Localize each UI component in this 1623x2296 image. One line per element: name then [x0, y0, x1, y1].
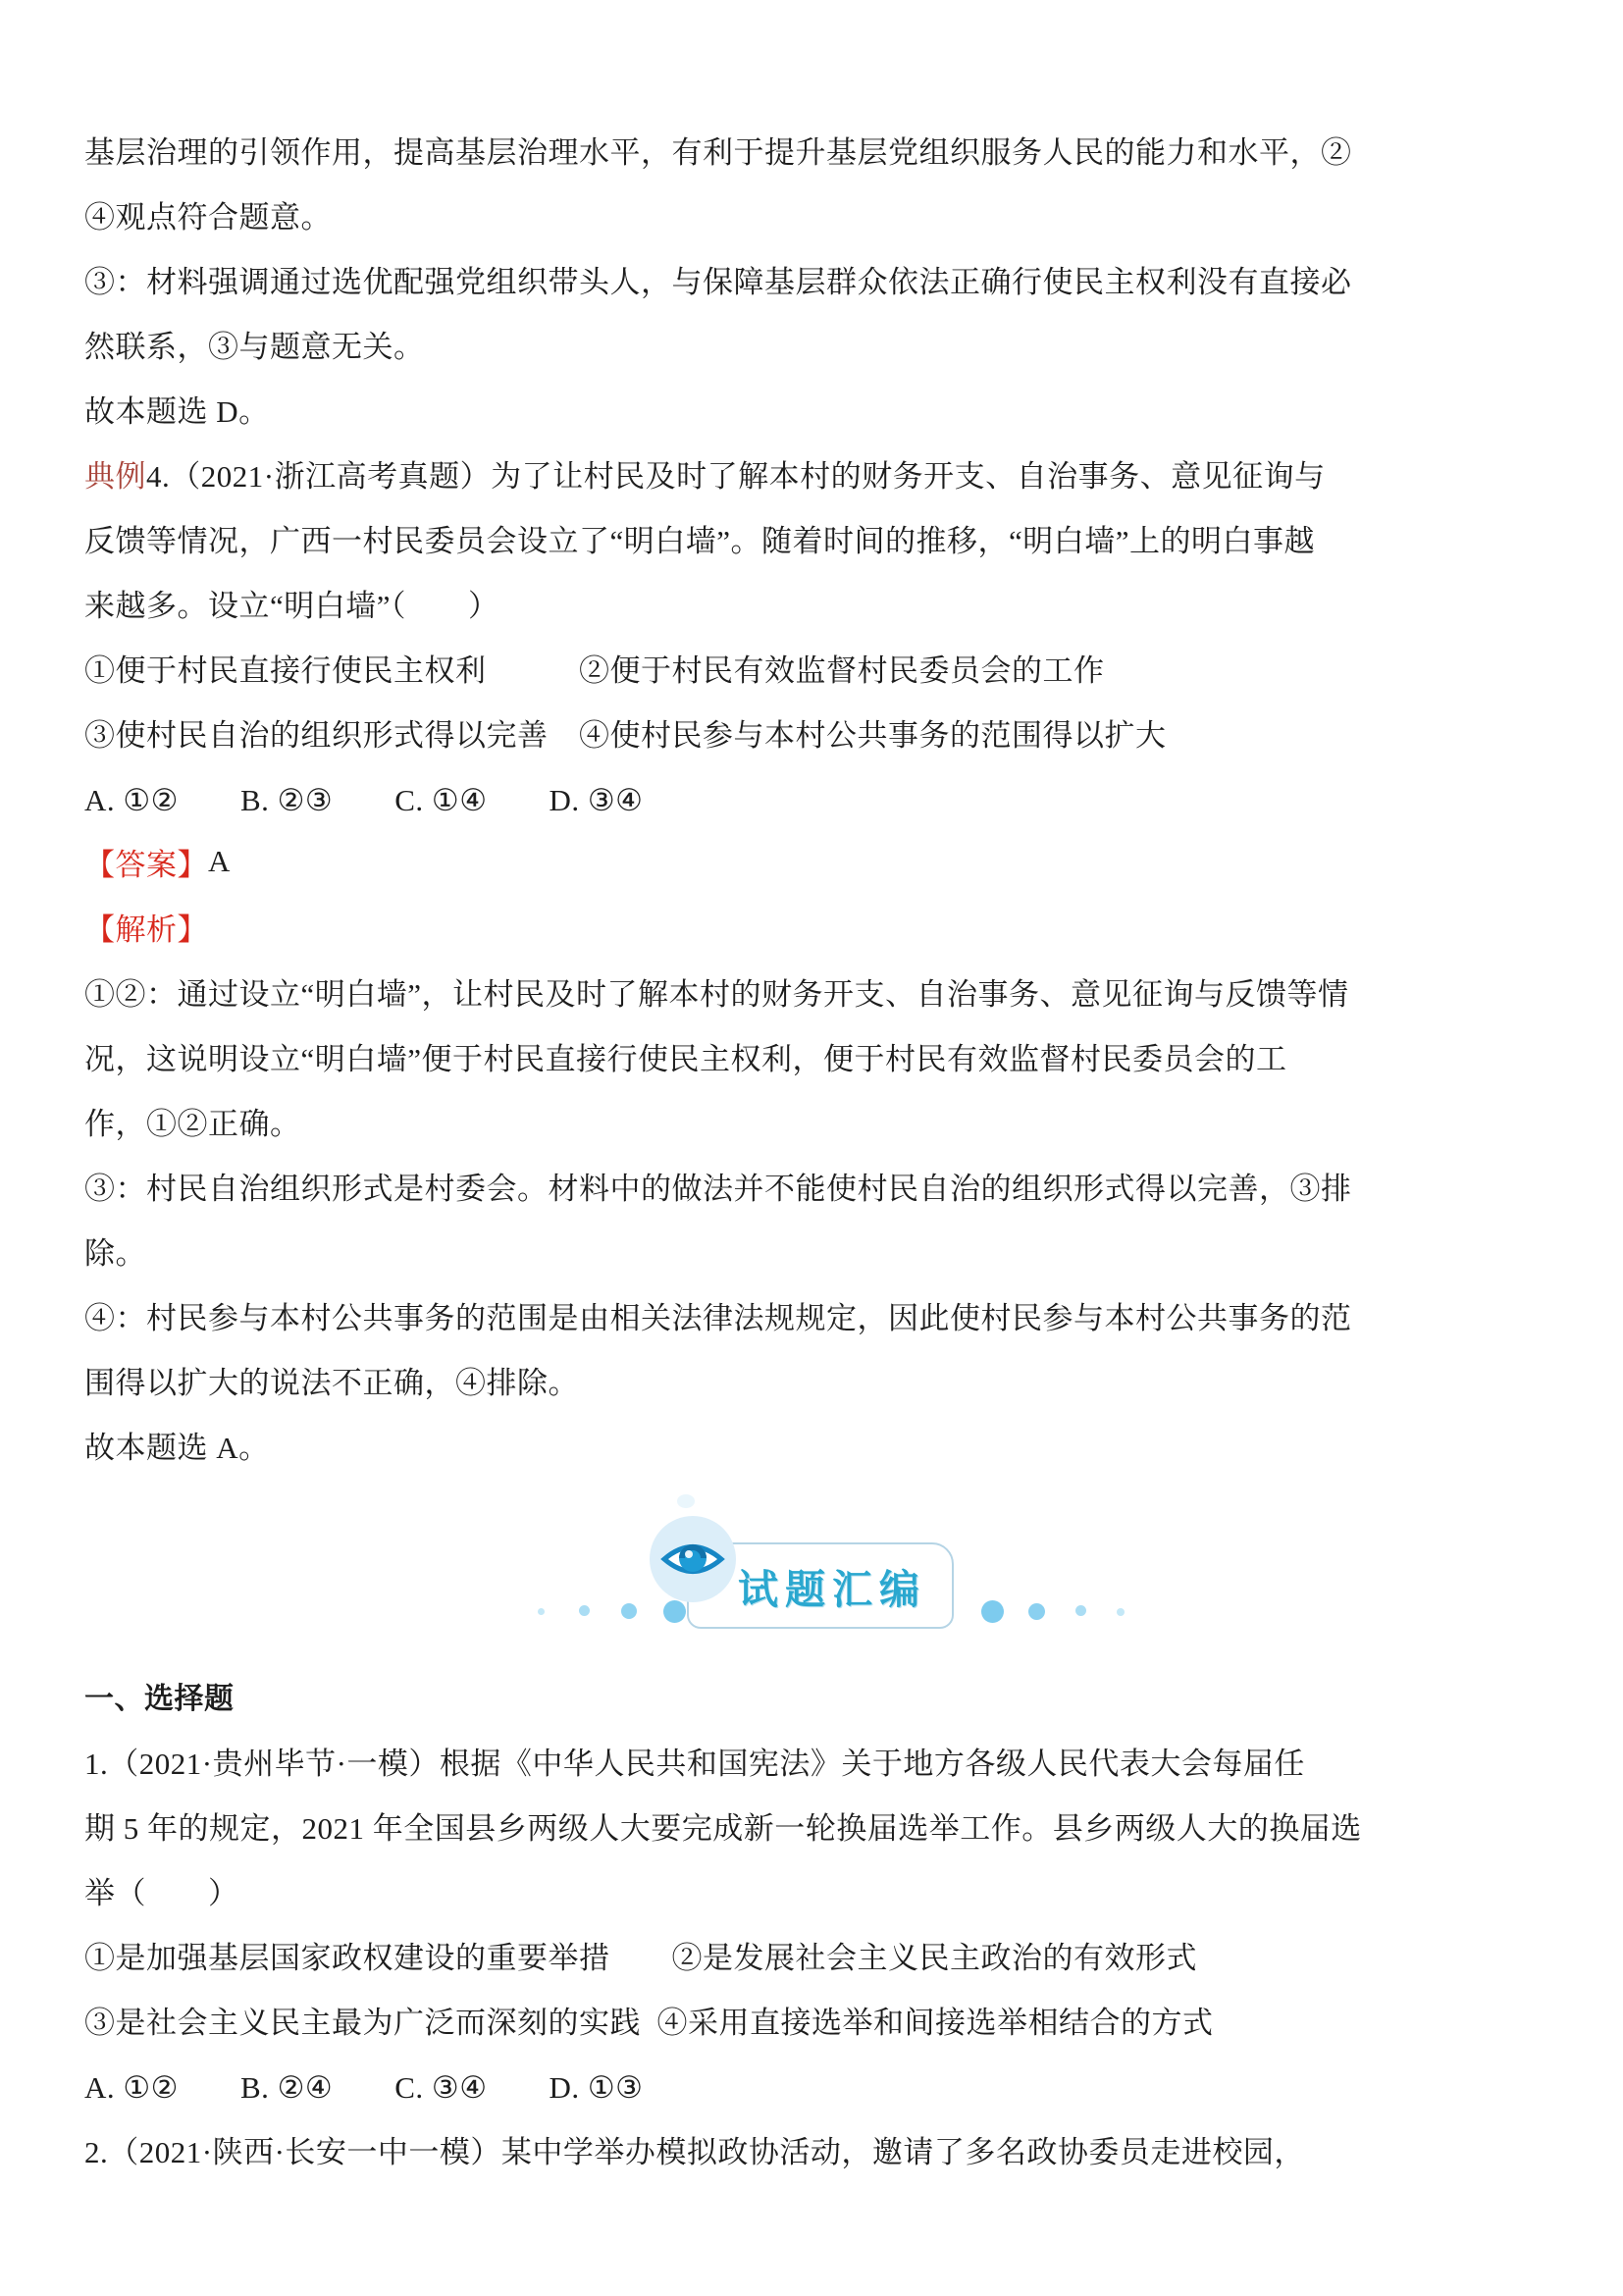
text-segment: 举（ ）: [84, 1875, 239, 1910]
text-line: [84, 1153, 1539, 1218]
answer-tag: 【答案】: [84, 847, 208, 882]
text-line: [84, 311, 1539, 376]
decorative-dot: [1117, 1608, 1125, 1616]
decorative-dot: [677, 1494, 695, 1508]
text-line: [84, 1987, 1539, 2052]
decorative-dot: [579, 1605, 590, 1616]
text-line: [84, 441, 1539, 505]
decorative-dot: [981, 1600, 1004, 1623]
text-segment: 2.（2021·陕西·长安一中一模）某中学举办模拟政协活动，邀请了多名政协委员走进校园，: [84, 2134, 1305, 2169]
text-line: [84, 1023, 1539, 1088]
document-lines-part1: [84, 117, 1539, 1477]
text-line: [84, 894, 1539, 959]
text-segment: ①②：通过设立“明白墙”，让村民及时了解本村的财务开支、自治事务、意见征询与反馈等情: [84, 976, 1349, 1012]
decorative-dot: [621, 1603, 637, 1619]
text-segment: ③：村民自治组织形式是村委会。材料中的做法并不能使村民自治的组织形式得以完善，③排: [84, 1171, 1352, 1206]
text-line: [84, 829, 1539, 894]
analysis-tag: 【解析】: [84, 912, 208, 947]
banner-label: 试题汇编: [738, 1566, 926, 1612]
text-segment: 况，这说明设立“明白墙”便于村民直接行使民主权利，便于村民有效监督村民委员会的工: [84, 1041, 1287, 1076]
text-line: [84, 1347, 1539, 1412]
text-segment: ①便于村民直接行使民主权利 ②便于村民有效监督村民委员会的工作: [84, 652, 1105, 688]
text-segment: 除。: [84, 1235, 146, 1271]
text-line: [84, 570, 1539, 635]
text-line: [84, 2052, 1539, 2116]
text-segment: A: [208, 844, 231, 878]
text-segment: 作，①②正确。: [84, 1106, 301, 1141]
section-banner: [0, 1477, 1623, 1663]
text-line: [84, 1857, 1539, 1922]
eye-icon: [650, 1516, 736, 1602]
text-line: [84, 1088, 1539, 1153]
text-line: [84, 1412, 1539, 1477]
decorative-dot: [538, 1608, 545, 1615]
text-segment: 4.（2021·浙江高考真题）为了让村民及时了解本村的财务开支、自治事务、意见征询与: [146, 458, 1326, 494]
text-line: [84, 117, 1539, 182]
example-tag: 典例: [84, 458, 146, 494]
text-line: [84, 246, 1539, 311]
eye-icon-glyph: [660, 1527, 725, 1592]
text-line: [84, 700, 1539, 764]
text-segment: ③：材料强调通过选优配强党组织带头人，与保障基层群众依法正确行使民主权利没有直接必: [84, 264, 1352, 299]
text-line: [84, 376, 1539, 441]
decorative-dot: [663, 1600, 686, 1623]
text-segment: ③使村民自治的组织形式得以完善 ④使村民参与本村公共事务的范围得以扩大: [84, 717, 1167, 753]
decorative-dot: [1028, 1603, 1045, 1620]
section-heading: 一、选择题: [84, 1683, 235, 1715]
text-line: [84, 1282, 1539, 1347]
text-line: [84, 635, 1539, 700]
text-line: [84, 1793, 1539, 1857]
text-segment: 反馈等情况，广西一村民委员会设立了“明白墙”。随着时间的推移，“明白墙”上的明白事越: [84, 523, 1316, 558]
text-segment: A. ①② B. ②④ C. ③④ D. ①③: [84, 2069, 644, 2105]
text-line: [84, 959, 1539, 1023]
text-segment: ③是社会主义民主最为广泛而深刻的实践 ④采用直接选举和间接选举相结合的方式: [84, 2005, 1214, 2040]
text-segment: 围得以扩大的说法不正确，④排除。: [84, 1365, 579, 1400]
text-line: [84, 182, 1539, 246]
text-segment: ④：村民参与本村公共事务的范围是由相关法律法规规定，因此使村民参与本村公共事务的范: [84, 1300, 1352, 1335]
text-segment: 故本题选 D。: [84, 393, 270, 429]
text-segment: 1.（2021·贵州毕节·一模）根据《中华人民共和国宪法》关于地方各级人民代表大会每届任: [84, 1746, 1305, 1781]
text-segment: 基层治理的引领作用，提高基层治理水平，有利于提升基层党组织服务人民的能力和水平，②: [84, 134, 1352, 170]
text-line: [84, 1663, 1539, 1728]
text-segment: 故本题选 A。: [84, 1430, 270, 1465]
text-segment: 然联系，③与题意无关。: [84, 329, 425, 364]
text-line: [84, 764, 1539, 829]
text-line: [84, 1922, 1539, 1987]
text-segment: 期 5 年的规定，2021 年全国县乡两级人大要完成新一轮换届选举工作。县乡两级人大的换届选: [84, 1810, 1362, 1846]
text-line: [84, 505, 1539, 570]
text-line: [84, 1728, 1539, 1793]
text-line: [84, 1218, 1539, 1282]
document-lines-part2: [84, 1663, 1539, 2181]
decorative-dot: [1075, 1605, 1086, 1616]
text-segment: ①是加强基层国家政权建设的重要举措 ②是发展社会主义民主政治的有效形式: [84, 1940, 1197, 1975]
text-line: [84, 2116, 1539, 2181]
text-segment: 来越多。设立“明白墙”（ ）: [84, 588, 499, 623]
text-segment: A. ①② B. ②③ C. ①④ D. ③④: [84, 782, 644, 817]
text-segment: ④观点符合题意。: [84, 199, 332, 235]
